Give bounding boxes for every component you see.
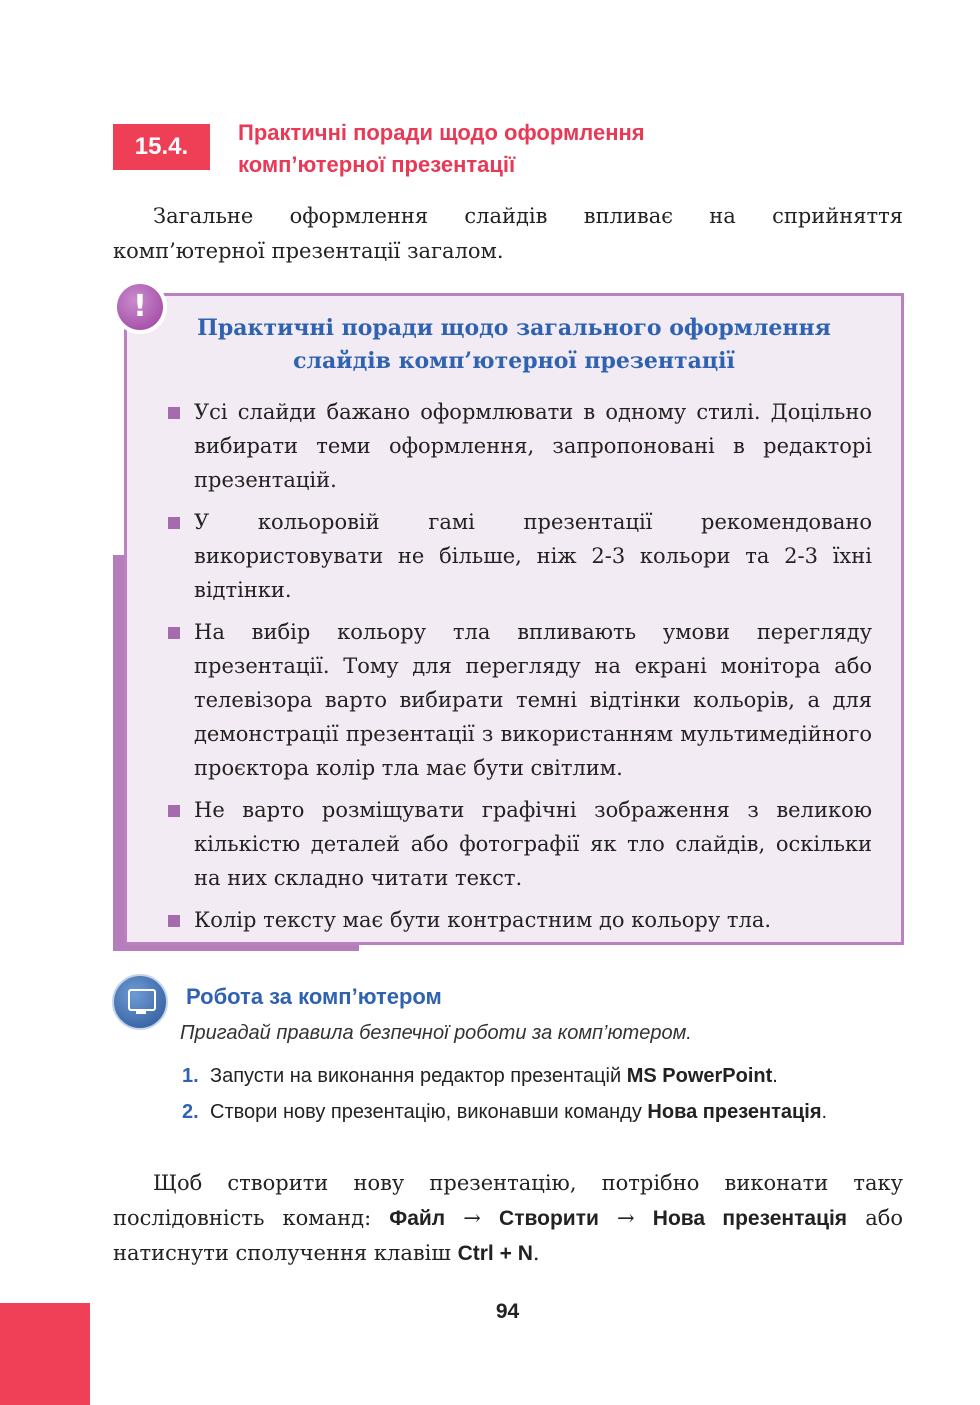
step-command: Нова презентація — [647, 1101, 822, 1123]
step-end: . — [772, 1065, 778, 1087]
bullet-square-icon — [168, 517, 180, 529]
list-item — [165, 395, 872, 497]
keyboard-shortcut: Ctrl + N — [457, 1242, 533, 1265]
intro-paragraph — [113, 199, 903, 269]
command-create: Створити — [499, 1207, 599, 1230]
step-text: Створи нову презентацію, виконавши команду — [210, 1101, 648, 1123]
arrow-icon: → — [598, 1206, 653, 1230]
section-title — [238, 117, 858, 181]
list-item — [165, 793, 872, 895]
tip-text: У кольоровій гамі презентації рекомендовано використовувати не більше, ніж 2-3 кольори та 2-3 їхні відтінки. — [194, 510, 872, 602]
closing-text-2: або натиснути сполучення клавіш — [113, 1206, 904, 1265]
tip-text: Не варто розміщувати графічні зображення з великою кількістю деталей або фотографії як тло слайдів, оскільки на них складно читати текст. — [194, 798, 872, 890]
computer-icon — [112, 974, 168, 1030]
section-title-line2: комп’ютерної презентації — [238, 152, 516, 177]
computer-work-title: Робота за комп’ютером — [186, 984, 442, 1009]
tips-title-line2: слайдів комп’ютерної презентації — [293, 348, 735, 374]
list-item — [165, 903, 872, 937]
closing-end: . — [532, 1241, 540, 1265]
bullet-square-icon — [168, 915, 180, 927]
computer-work-note: Пригадай правила безпечної роботи за комп’ютером. — [180, 1022, 692, 1044]
section-title-line1: Практичні поради щодо оформлення — [238, 120, 645, 145]
list-item — [182, 1060, 904, 1092]
closing-text: Щоб створити нову презентацію, потрібно виконати таку послідовність команд: — [113, 1171, 903, 1230]
arrow-icon: → — [445, 1206, 500, 1230]
bullet-square-icon — [168, 805, 180, 817]
list-item — [165, 615, 872, 785]
step-text: Запусти на виконання редактор презентацій — [210, 1065, 627, 1087]
step-number: 2. — [182, 1101, 199, 1123]
page-corner-tab — [0, 1303, 90, 1405]
step-number: 1. — [182, 1065, 199, 1087]
step-end: . — [821, 1101, 828, 1123]
step-command: MS PowerPoint — [626, 1065, 773, 1087]
tip-text: Колір тексту має бути контрастним до кольору тла. — [194, 908, 772, 932]
tip-text: На вибір кольору тла впливають умови перегляду презентації. Тому для перегляду на екрані монітора або телевізора варто вибирати темні відтінки кольорів, а для демонстрації презентації з використанням мультимедійного проєктора колір тла має бути світлим. — [194, 620, 872, 780]
monitor-stand — [136, 1009, 146, 1014]
command-new-presentation: Нова презентація — [652, 1207, 848, 1230]
page-number: 94 — [495, 1300, 520, 1323]
steps-list — [182, 1060, 904, 1132]
intro-text: Загальне оформлення слайдів впливає на сприйняття комп’ютерної презентації загалом. — [113, 204, 903, 263]
tips-list — [165, 395, 872, 945]
tips-box-title — [124, 312, 904, 378]
list-item — [165, 505, 872, 607]
list-item — [182, 1096, 904, 1128]
command-file: Файл — [389, 1207, 446, 1230]
tip-text: Усі слайди бажано оформлювати в одному стилі. Доцільно вибирати теми оформлення, запропоновані в редакторі презентацій. — [194, 400, 872, 492]
exclamation-glyph: ! — [117, 284, 163, 330]
tips-title-line1: Практичні поради щодо загального оформлення — [197, 315, 831, 341]
closing-paragraph — [113, 1166, 903, 1271]
bullet-square-icon — [168, 407, 180, 419]
monitor-screen — [128, 989, 156, 1011]
section-number: 15.4. — [113, 124, 210, 170]
bullet-square-icon — [168, 627, 180, 639]
